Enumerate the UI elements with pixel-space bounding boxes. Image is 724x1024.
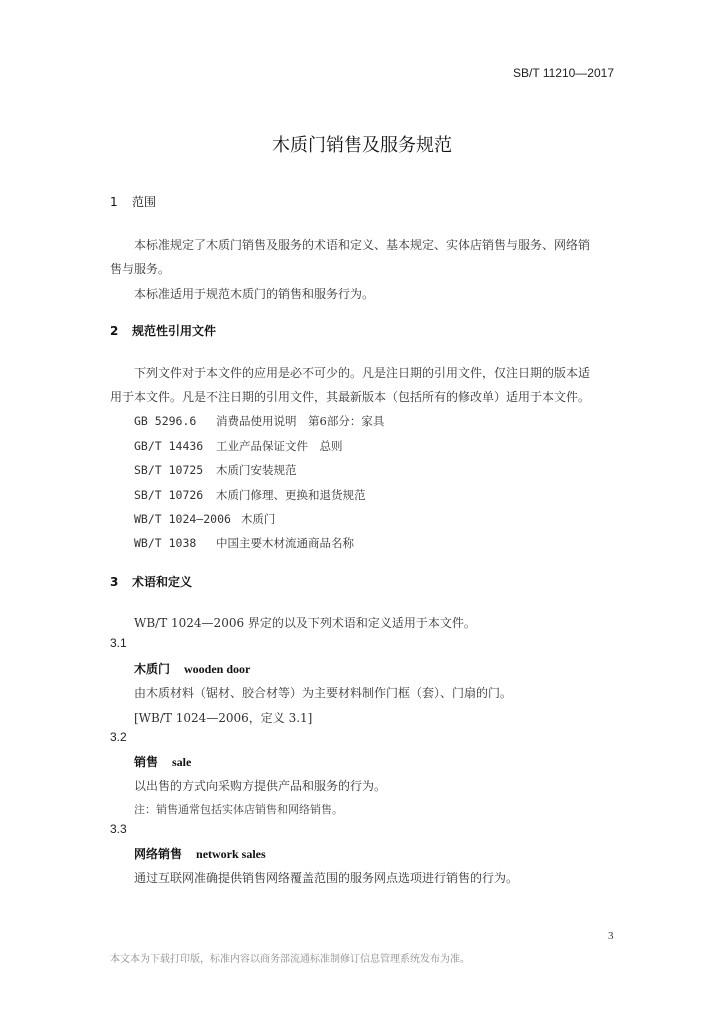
term-number: 3.2 [110,730,127,744]
term-definition: 以出售的方式向采购方提供产品和服务的行为。 [134,779,387,793]
reference-code: SB/T 10726 [134,488,204,502]
term-heading [134,845,266,862]
reference-item [134,535,354,551]
term-zh: 销售 [134,755,159,769]
footer-disclaimer: 本文本为下载打印版，标准内容以商务部流通标准制修订信息管理系统发布为准。 [110,954,470,965]
reference-item [134,413,384,429]
reference-name: 消费品使用说明 第6部分：家具 [216,414,385,428]
section-2-heading [110,322,216,339]
reference-name: 木质门安装规范 [216,463,297,477]
term-en: sale [172,755,192,769]
scope-paragraph-2: 本标准适用于规范木质门的销售和服务行为。 [134,287,375,301]
term-zh: 网络销售 [134,847,183,861]
reference-item [134,487,366,503]
section-title: 规范性引用文件 [132,324,217,338]
reference-item [134,438,343,454]
section-title: 术语和定义 [132,575,193,589]
reference-name: 木质门修理、更换和退货规范 [216,488,366,502]
reference-code: GB/T 14436 [134,439,204,453]
term-heading [134,660,250,677]
page-title: 木质门销售及服务规范 [272,135,452,156]
section-number: 2 [110,324,119,338]
term-note: 注：销售通常包括实体店销售和网络销售。 [134,803,343,816]
term-source: [WB/T 1024—2006，定义 3.1] [134,711,313,725]
reference-code: GB 5296.6 [134,414,197,428]
term-number: 3.1 [110,636,127,650]
page-number: 3 [608,930,614,942]
reference-item [134,462,297,478]
term-zh: 木质门 [134,662,171,676]
terms-intro: WB/T 1024—2006 界定的以及下列术语和定义适用于本文件。 [134,616,476,630]
term-definition: 由木质材料（锯材、胶合材等）为主要材料制作门框（套）、门扇的门。 [134,686,513,700]
reference-code: WB/T 1024—2006 [134,512,231,526]
reference-item [134,511,275,527]
term-number: 3.3 [110,822,127,836]
reference-name: 工业产品保证文件 总则 [216,439,343,453]
section-3-heading [110,573,192,590]
reference-code: WB/T 1038 [134,536,197,550]
section-title: 范围 [132,195,157,209]
scope-paragraph-line-2: 售与服务。 [110,262,171,276]
term-heading [134,753,191,770]
reference-name: 中国主要木材流通商品名称 [216,536,354,550]
normative-intro-line-2: 用于本文件。凡是不注日期的引用文件，其最新版本（包括所有的修改单）适用于本文件。 [110,390,591,404]
normative-intro-line-1: 下列文件对于本文件的应用是必不可少的。凡是注日期的引用文件，仅注日期的版本适 [134,366,591,380]
standard-code: SB/T 11210—2017 [513,66,614,80]
section-1-heading [110,193,156,210]
term-en: network sales [196,847,266,861]
reference-code: SB/T 10725 [134,463,204,477]
section-number: 1 [110,195,118,209]
term-definition: 通过互联网准确提供销售网络覆盖范围的服务网点选项进行销售的行为。 [134,871,519,885]
reference-name: 木质门 [240,512,276,526]
section-number: 3 [110,575,119,589]
scope-paragraph-line-1: 本标准规定了木质门销售及服务的术语和定义、基本规定、实体店销售与服务、网络销 [134,238,591,252]
term-en: wooden door [184,662,251,676]
